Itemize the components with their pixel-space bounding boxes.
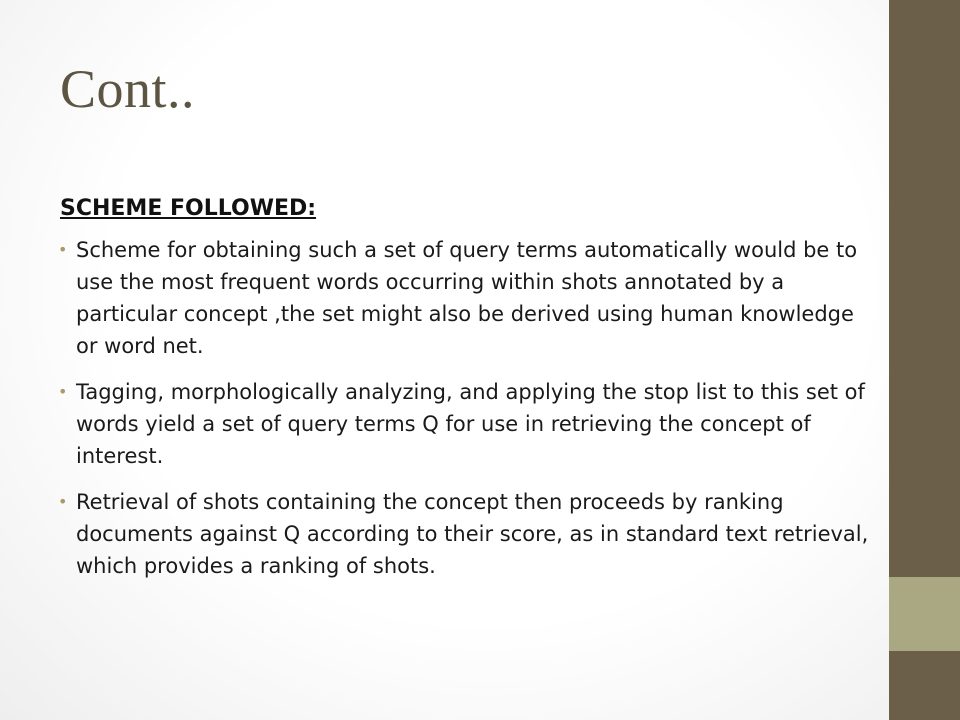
bullet-text: Scheme for obtaining such a set of query terms automatically would be to use the most frequent words occurring within shots annotated by a particular concept ,the set might also be derived using human knowledge or word net. xyxy=(76,238,858,358)
list-item xyxy=(58,486,878,582)
bullet-text: Tagging, morphologically analyzing, and applying the stop list to this set of words yield a set of query terms Q for use in retrieving the concept of interest. xyxy=(76,380,865,468)
list-item xyxy=(58,234,878,362)
bullet-icon: • xyxy=(58,382,68,401)
slide-title: Cont.. xyxy=(60,59,196,119)
bullet-text: Retrieval of shots containing the concept then proceeds by ranking documents against Q according to their score, as in standard text retrieval, which provides a ranking of shots. xyxy=(76,490,869,578)
sidebar-accent-block xyxy=(889,577,960,651)
bullet-list xyxy=(58,234,878,596)
bullet-icon: • xyxy=(58,492,68,511)
bullet-icon: • xyxy=(58,240,68,259)
list-item xyxy=(58,376,878,472)
section-heading: SCHEME FOLLOWED: xyxy=(60,196,317,221)
